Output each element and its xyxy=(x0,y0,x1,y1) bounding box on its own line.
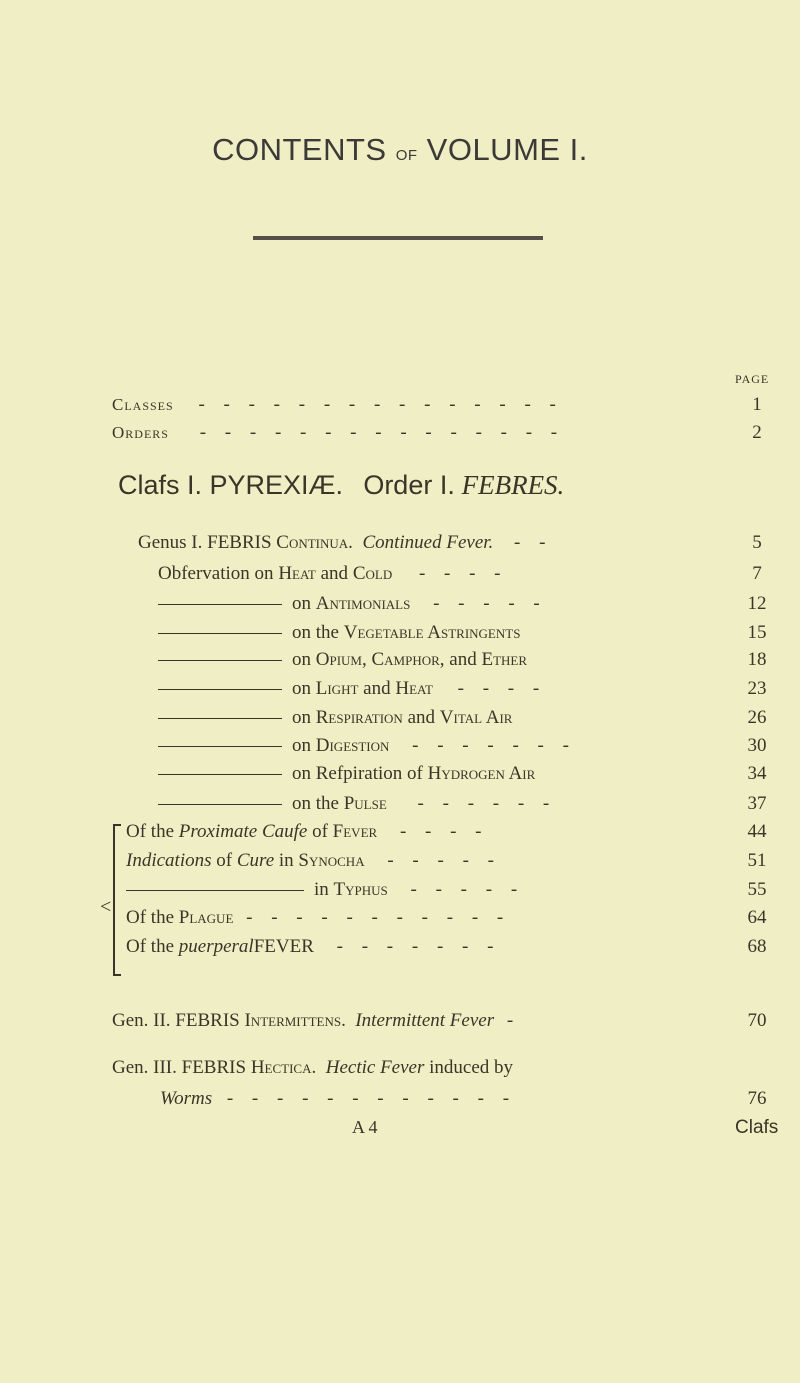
leader-dots: - - - - xyxy=(418,563,508,584)
entry-label-sc: Antimonials xyxy=(315,593,411,614)
entry-label: Genus I. FEBRIS xyxy=(138,532,272,553)
page-number: 7 xyxy=(752,563,762,584)
leader-dots: - - - - - - - - - - - - xyxy=(226,1088,517,1109)
entry-label: on the xyxy=(292,622,339,643)
class-name: Clafs I. PYREXIÆ. xyxy=(118,470,344,500)
entry-label-sc: Hydrogen Air xyxy=(427,763,536,784)
ditto-rule xyxy=(158,660,282,661)
title-contents: CONTENTS xyxy=(212,132,387,167)
page-number: 2 xyxy=(752,422,762,443)
leader-dots: - - - - - xyxy=(410,879,525,900)
ditto-rule xyxy=(158,746,282,747)
entry-label: of xyxy=(216,850,233,871)
entry-label: Gen. II. FEBRIS xyxy=(112,1010,240,1031)
leader-dots: - - - - - - - - - - - - - - - xyxy=(198,394,563,415)
entry-label-sc: Heat xyxy=(395,678,433,699)
title-of: of xyxy=(395,142,418,165)
entry-label-sc: Continua. xyxy=(276,532,353,553)
leader-dots: - - - - - - - xyxy=(412,735,576,756)
order-name: FEBRES. xyxy=(461,470,565,500)
catchword: Clafs xyxy=(735,1117,779,1138)
leader-dots: - - - - xyxy=(457,678,547,699)
page-title xyxy=(0,132,800,168)
page-number: 1 xyxy=(752,394,762,415)
entry-label: on xyxy=(292,649,311,670)
entry-label: and xyxy=(363,678,391,699)
entry-label-sc: Plague xyxy=(178,907,234,928)
entry-label-italic: Indications xyxy=(126,850,212,871)
ditto-rule xyxy=(158,718,282,719)
entry-label: Of the xyxy=(126,907,175,928)
entry-label-sc: Opium, Camphor, xyxy=(315,649,445,670)
entry-label: Orders xyxy=(112,423,169,442)
entry-label: and xyxy=(320,563,349,584)
page-column-label: PAGE xyxy=(735,372,770,386)
entry-label-italic: Hectic Fever xyxy=(325,1057,425,1078)
leader-dots: - - - - - - - - - - - xyxy=(246,907,511,928)
leader-dots: - - - - - - - - - - - - - - - xyxy=(199,422,565,443)
entry-label-sc: Fever xyxy=(332,821,378,842)
ornamental-rule xyxy=(253,236,543,240)
entry-label: Obfervation on xyxy=(158,563,274,584)
entry-label-sc: Respiration xyxy=(315,707,403,728)
entry-label: Classes xyxy=(112,395,174,414)
page-number: 34 xyxy=(747,763,767,784)
ditto-rule xyxy=(126,890,304,891)
entry-label: in xyxy=(314,879,329,900)
entry-label-sc: Cold xyxy=(352,563,393,584)
entry-label-sc: Typhus xyxy=(333,879,388,900)
entry-label: of xyxy=(312,821,328,842)
entry-label: on Refpiration of xyxy=(292,763,423,784)
ditto-rule xyxy=(158,774,282,775)
signature-mark: A 4 xyxy=(352,1117,378,1137)
entry-label: on xyxy=(292,678,311,699)
page-number: 44 xyxy=(747,821,767,842)
curly-brace xyxy=(113,824,125,976)
page-number: 64 xyxy=(747,907,767,928)
ditto-rule xyxy=(158,689,282,690)
entry-label: on xyxy=(292,593,311,614)
entry-label: on xyxy=(292,735,311,756)
entry-label-sc: Light xyxy=(315,678,359,699)
entry-label-italic: Proximate Caufe xyxy=(178,821,308,842)
entry-label-sc: Heat xyxy=(278,563,316,584)
entry-label-sc: Vital Air xyxy=(439,707,513,728)
entry-label: Gen. III. FEBRIS xyxy=(112,1057,247,1078)
ditto-rule xyxy=(158,633,282,634)
entry-label: Of the xyxy=(126,821,175,842)
entry-label: on the xyxy=(292,793,339,814)
page-number: 70 xyxy=(747,1010,767,1031)
page-number: 5 xyxy=(752,532,762,553)
entry-label-sc: Ether xyxy=(481,649,528,670)
entry-label-italic: Continued Fever. xyxy=(362,532,494,553)
leader-dots: - - - - - - xyxy=(417,793,557,814)
entry-label-sc: Synocha xyxy=(298,850,365,871)
page-number: 18 xyxy=(747,649,767,670)
page-number: 76 xyxy=(747,1088,767,1109)
page-number: 37 xyxy=(747,793,767,814)
page-number: 51 xyxy=(747,850,767,871)
entry-label: and xyxy=(449,649,477,670)
entry-label: FEVER xyxy=(253,936,314,957)
entry-label-italic: Cure xyxy=(236,850,275,871)
entry-label-italic: Intermittent Fever xyxy=(355,1010,495,1031)
entry-label: Of the xyxy=(126,936,175,957)
entry-label-sc: Hectica. xyxy=(250,1057,317,1078)
leader-dots: - - - - xyxy=(399,821,489,842)
entry-label: and xyxy=(407,707,436,728)
page-number: 26 xyxy=(747,707,767,728)
class-heading xyxy=(118,470,564,501)
entry-label-sc: Vegetable Astringents xyxy=(343,622,521,643)
leader-dots: - - - - - xyxy=(387,850,501,871)
page-number: 30 xyxy=(747,735,767,756)
page-number: 23 xyxy=(747,678,767,699)
entry-label-sc: Pulse xyxy=(343,793,387,814)
leader-dots: - - - - - - - xyxy=(336,936,501,957)
leader-dots: - - xyxy=(514,532,553,553)
entry-label: on xyxy=(292,707,311,728)
order-label: Order I. xyxy=(363,470,455,500)
title-volume: VOLUME I. xyxy=(426,132,588,167)
page-number: 68 xyxy=(747,936,767,957)
ditto-rule xyxy=(158,604,282,605)
entry-label-sc: Intermittens. xyxy=(244,1010,346,1031)
page-number: 15 xyxy=(747,622,767,643)
page-number: 12 xyxy=(747,593,767,614)
entry-label-italic: puerperal xyxy=(178,936,254,957)
brace-point: < xyxy=(100,896,112,918)
entry-label: in xyxy=(278,850,294,871)
page-number: 55 xyxy=(747,879,767,900)
leader-dots: - - - - - xyxy=(433,593,547,614)
entry-label: induced by xyxy=(429,1057,514,1078)
entry-label-sc: Digestion xyxy=(315,735,390,756)
entry-label-italic: Worms xyxy=(160,1088,213,1109)
leader-dots: - xyxy=(506,1010,514,1031)
ditto-rule xyxy=(158,804,282,805)
